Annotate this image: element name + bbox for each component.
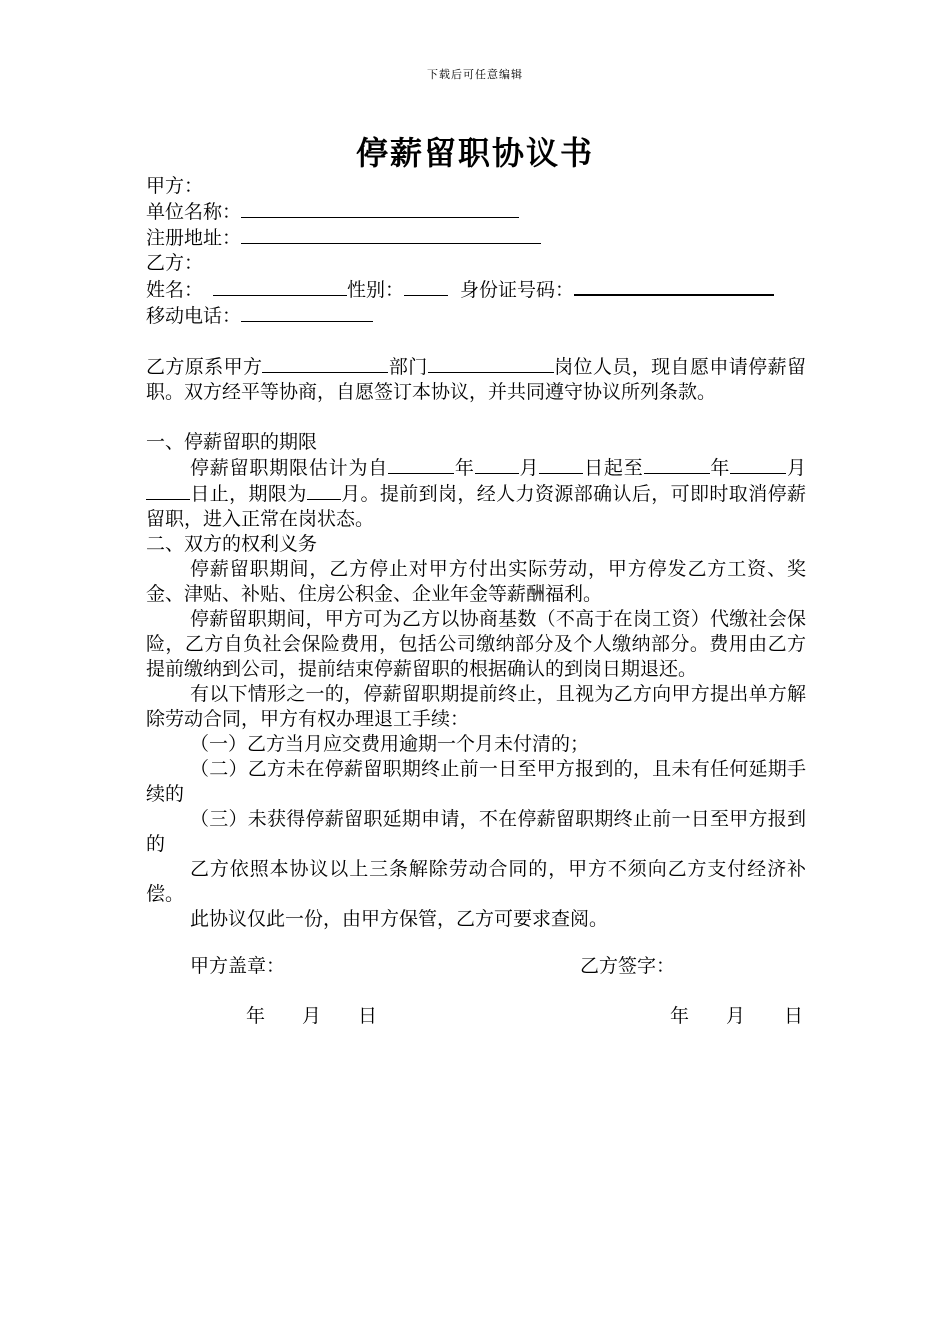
section-2-p1: 停薪留职期间，乙方停止对甲方付出实际劳动，甲方停发乙方工资、奖金、津贴、补贴、住房公积金、企业年金等薪酬福利。 xyxy=(146,558,806,605)
year-unit: 年 xyxy=(454,457,475,479)
period-text: 停薪留职期限估计为自 xyxy=(190,457,389,479)
party-a-unit-row xyxy=(146,199,806,225)
party-a-address-row xyxy=(146,225,806,251)
section-2-heading: 二、双方的权利义务 xyxy=(146,533,318,555)
page-title: 停薪留职协议书 xyxy=(355,134,594,172)
month-end-text: 月。提前到岗，经人力资源部确认后，可即时取消停薪留职，进入正常在岗状态。 xyxy=(146,483,806,530)
end-text: 日止，期限为 xyxy=(190,483,307,505)
phone-label: 移动电话： xyxy=(146,305,242,327)
section-2-p3: 有以下情形之一的，停薪留职期提前终止，且视为乙方向甲方提出单方解除劳动合同，甲方有权办理退工手续： xyxy=(146,683,806,730)
month-unit: 月 xyxy=(786,457,806,479)
intro-paragraph xyxy=(146,354,806,405)
position-field[interactable] xyxy=(428,354,554,373)
address-field[interactable] xyxy=(241,225,541,244)
a-date-year: 年 xyxy=(246,1005,266,1027)
department-field[interactable] xyxy=(262,354,388,373)
name-field[interactable] xyxy=(213,277,347,296)
from-text: 日起至 xyxy=(583,457,644,479)
b-date-day: 日 xyxy=(784,1005,804,1027)
section-2-p5: 此协议仅此一份，由甲方保管，乙方可要求查阅。 xyxy=(190,908,609,930)
intro-text-1: 乙方原系甲方 xyxy=(146,356,263,378)
intro-text-3: 岗位人员，现自愿申请停薪留职。双方经平等协商，自愿签订本协议，并共同遵守协议所列条款。 xyxy=(146,356,806,403)
section-1-heading: 一、停薪留职的期限 xyxy=(146,431,318,453)
party-a-label: 甲方： xyxy=(146,175,204,197)
a-date-day: 日 xyxy=(358,1005,378,1027)
b-date-month: 月 xyxy=(726,1005,746,1027)
signature-date-row xyxy=(146,1004,806,1034)
signature-row xyxy=(146,954,806,1004)
section-1-paragraph xyxy=(146,455,806,532)
end-day-field[interactable] xyxy=(146,481,190,500)
start-day-field[interactable] xyxy=(539,455,583,474)
start-month-field[interactable] xyxy=(475,455,519,474)
header-note: 下载后可任意编辑 xyxy=(427,68,523,81)
a-date-month: 月 xyxy=(302,1005,322,1027)
end-year-field[interactable] xyxy=(644,455,710,474)
year-unit: 年 xyxy=(709,457,731,479)
gender-label: 性别： xyxy=(347,279,405,301)
address-label: 注册地址： xyxy=(146,227,242,249)
duration-field[interactable] xyxy=(307,481,341,500)
unit-name-field[interactable] xyxy=(241,199,519,218)
section-2-item-3: （三）未获得停薪留职延期申请，不在停薪留职期终止前一日至甲方报到的 xyxy=(146,808,806,855)
party-b-sign-label: 乙方签字： xyxy=(580,955,676,977)
phone-field[interactable] xyxy=(241,303,373,322)
month-unit: 月 xyxy=(518,457,540,479)
section-2-item-1: （一）乙方当月应交费用逾期一个月未付清的； xyxy=(190,733,590,755)
unit-name-label: 单位名称： xyxy=(146,201,242,223)
id-label: 身份证号码： xyxy=(460,279,575,301)
section-2-p4: 乙方依照本协议以上三条解除劳动合同的，甲方不须向乙方支付经济补偿。 xyxy=(146,858,806,905)
id-number-field[interactable] xyxy=(574,276,774,296)
b-date-year: 年 xyxy=(670,1005,690,1027)
start-year-field[interactable] xyxy=(388,455,454,474)
name-label: 姓名： xyxy=(146,279,204,301)
party-b-phone-row xyxy=(146,303,806,329)
section-2-item-2: （二）乙方未在停薪留职期终止前一日至甲方报到的，且未有任何延期手续的 xyxy=(146,758,806,805)
party-a-seal-label: 甲方盖章： xyxy=(190,955,286,977)
party-b-label: 乙方： xyxy=(146,252,204,274)
party-b-info-row xyxy=(146,276,806,303)
intro-text-2: 部门 xyxy=(388,356,428,378)
end-month-field[interactable] xyxy=(730,455,786,474)
section-2-p2: 停薪留职期间，甲方可为乙方以协商基数（不高于在岗工资）代缴社会保险，乙方自负社会保险费用，包括公司缴纳部分及个人缴纳部分。费用由乙方提前缴纳到公司，提前结束停薪留职的根据确认的到岗日期退还。 xyxy=(146,608,806,680)
gender-field[interactable] xyxy=(404,277,448,296)
document-body xyxy=(146,174,806,1034)
